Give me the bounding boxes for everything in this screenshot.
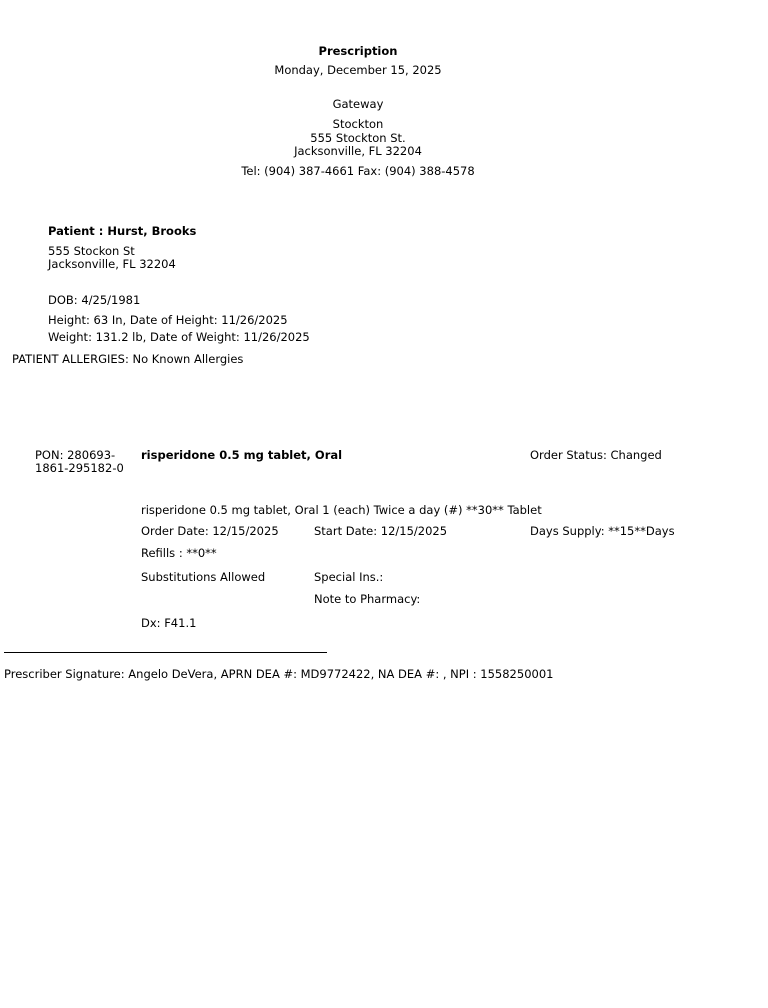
start-date: Start Date: 12/15/2025: [314, 524, 448, 538]
days-supply: Days Supply: **15**Days: [530, 524, 675, 538]
patient-weight: Weight: 131.2 lb, Date of Weight: 11/26/2025: [48, 330, 310, 344]
pharmacy-branch: Stockton: [332, 117, 384, 131]
sig-text: risperidone 0.5 mg tablet, Oral 1 (each) Twice a day (#) **30** Tablet: [141, 503, 542, 517]
pharmacy-name: Gateway: [332, 97, 384, 111]
patient-name: Patient : Hurst, Brooks: [48, 224, 197, 238]
patient-address-line2: Jacksonville, FL 32204: [48, 257, 176, 271]
pon-line1: PON: 280693-: [35, 448, 116, 462]
document-title: Prescription: [318, 44, 398, 58]
pharmacy-address-line1: 555 Stockton St.: [310, 131, 406, 145]
pharmacy-phone-fax: Tel: (904) 387-4661 Fax: (904) 388-4578: [241, 164, 475, 178]
order-status: Order Status: Changed: [530, 448, 662, 462]
special-instructions: Special Ins.:: [314, 570, 384, 584]
drug-name: risperidone 0.5 mg tablet, Oral: [141, 448, 343, 462]
patient-address-line1: 555 Stockon St: [48, 244, 135, 258]
diagnosis: Dx: F41.1: [141, 616, 197, 630]
order-date: Order Date: 12/15/2025: [141, 524, 279, 538]
signature-line: [4, 652, 327, 653]
prescriber-signature: Prescriber Signature: Angelo DeVera, APRN DEA #: MD9772422, NA DEA #: , NPI : 1558250001: [4, 667, 554, 681]
patient-allergies: PATIENT ALLERGIES: No Known Allergies: [12, 352, 244, 366]
note-to-pharmacy: Note to Pharmacy:: [314, 592, 421, 606]
document-date: Monday, December 15, 2025: [274, 63, 442, 77]
pon-line2: 1861-295182-0: [35, 461, 124, 475]
substitutions: Substitutions Allowed: [141, 570, 266, 584]
pharmacy-address-line2: Jacksonville, FL 32204: [294, 144, 422, 158]
refills: Refills : **0**: [141, 546, 217, 560]
patient-height: Height: 63 In, Date of Height: 11/26/2025: [48, 313, 288, 327]
patient-dob: DOB: 4/25/1981: [48, 293, 141, 307]
